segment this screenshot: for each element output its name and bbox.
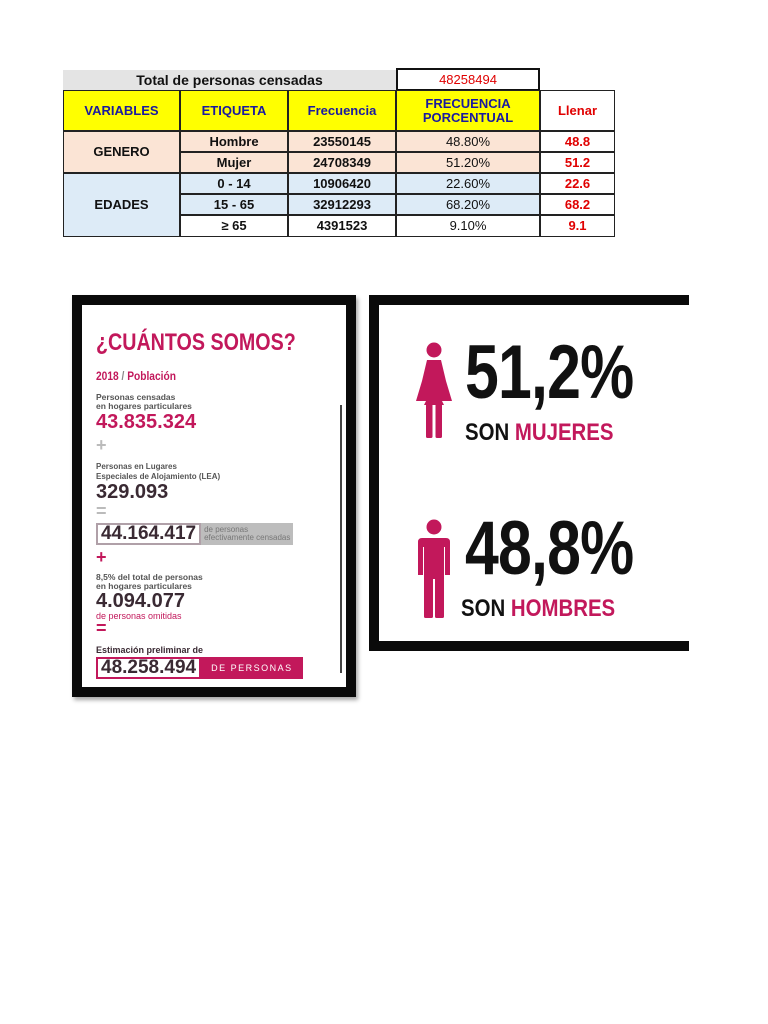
genero-frecuencia-0: 23550145	[288, 131, 396, 152]
block5-tag: DE PERSONAS	[201, 657, 303, 679]
plus-sign-2: +	[96, 547, 107, 567]
block1-value: 43.835.324	[96, 411, 197, 433]
men-caption-word: HOMBRES	[510, 595, 616, 622]
edades-frecuencia-1: 32912293	[288, 194, 396, 215]
header-etiqueta: ETIQUETA	[180, 90, 288, 131]
edades-porcentual-1: 68.20%	[396, 194, 540, 215]
block3-note: de personas efectivamente censadas	[201, 523, 293, 545]
genero-frecuencia-1: 24708349	[288, 152, 396, 173]
block3-value: 44.164.417	[96, 523, 201, 545]
table-title-value: 48258494	[396, 68, 540, 91]
block4-note: de personas omitidas	[96, 611, 182, 621]
woman-icon	[415, 341, 453, 439]
equals-sign-2: =	[96, 618, 107, 638]
block4-label: 8,5% del total de personas en hogares particulares	[96, 572, 203, 591]
header-frecuencia: Frecuencia	[288, 90, 396, 131]
subheading-topic: Población	[127, 369, 176, 383]
genero-porcentual-0: 48.80%	[396, 131, 540, 152]
edades-etiqueta-2: ≥ 65	[180, 215, 288, 237]
block4-value: 4.094.077	[96, 590, 185, 612]
block5-label: Estimación preliminar de	[96, 645, 204, 655]
header-frecuencia-porcentual: FRECUENCIA PORCENTUAL	[396, 90, 540, 131]
genero-etiqueta-0: Hombre	[180, 131, 288, 152]
men-caption-prefix: SON	[461, 595, 511, 622]
edades-frecuencia-0: 10906420	[288, 173, 396, 194]
header-variables: VARIABLES	[63, 90, 180, 131]
edades-etiqueta-1: 15 - 65	[180, 194, 288, 215]
block2-value: 329.093	[96, 481, 169, 503]
block1-label: Personas censadas en hogares particulares	[96, 392, 192, 411]
block3-row	[96, 523, 293, 545]
edades-frecuencia-2: 4391523	[288, 215, 396, 237]
edades-porcentual-0: 22.60%	[396, 173, 540, 194]
census-infographic-panel	[72, 295, 356, 697]
block5-row	[96, 657, 303, 679]
plus-sign-1: +	[96, 435, 107, 455]
block2-label: Personas en Lugares Especiales de Alojamiento (LEA)	[96, 462, 221, 481]
subheading-year: 2018	[96, 369, 119, 383]
edades-porcentual-2: 9.10%	[396, 215, 540, 237]
women-caption-word: MUJERES	[514, 419, 614, 446]
header-llenar: Llenar	[540, 90, 615, 131]
man-icon	[417, 519, 451, 619]
panel-edge-rule	[340, 405, 342, 673]
edades-llenar-0: 22.6	[540, 173, 615, 194]
subheading-separator: /	[118, 369, 128, 383]
women-caption-prefix: SON	[465, 419, 515, 446]
gender-infographic-panel	[369, 295, 689, 651]
block5-value: 48.258.494	[96, 657, 201, 679]
genero-llenar-0: 48.8	[540, 131, 615, 152]
edades-llenar-1: 68.2	[540, 194, 615, 215]
table-title-label: Total de personas censadas	[63, 70, 396, 90]
edades-etiqueta-0: 0 - 14	[180, 173, 288, 194]
men-caption	[461, 595, 615, 623]
genero-llenar-1: 51.2	[540, 152, 615, 173]
infographic-heading: ¿CUÁNTOS SOMOS?	[96, 329, 296, 356]
genero-porcentual-1: 51.20%	[396, 152, 540, 173]
edades-llenar-2: 9.1	[540, 215, 615, 237]
group-edades: EDADES	[63, 173, 180, 237]
infographic-subheading	[96, 369, 176, 383]
equals-sign-1: =	[96, 501, 107, 521]
women-caption	[465, 419, 614, 447]
women-percentage: 51,2%	[465, 330, 634, 415]
genero-etiqueta-1: Mujer	[180, 152, 288, 173]
men-percentage: 48,8%	[465, 506, 634, 591]
group-genero: GENERO	[63, 131, 180, 173]
